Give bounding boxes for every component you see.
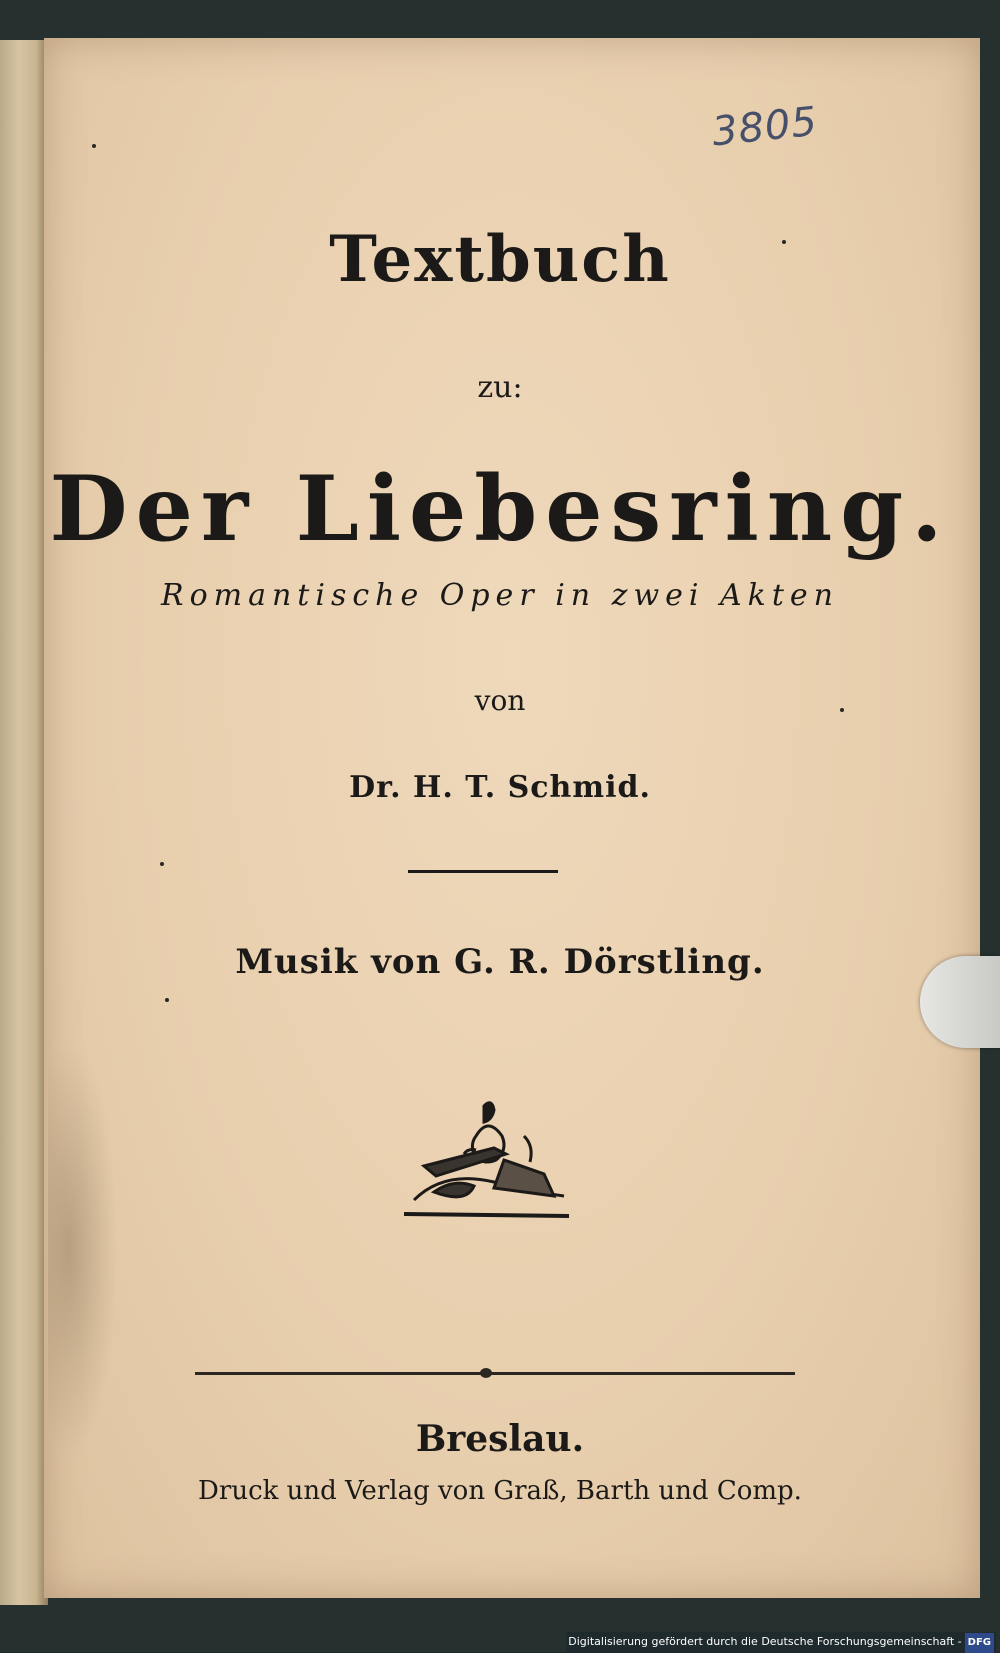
divider-long — [195, 1372, 795, 1375]
water-stain — [48, 1040, 118, 1460]
speck — [165, 998, 169, 1002]
footer-credit-text: Digitalisierung gefördert durch die Deutsche Forschungsgemeinschaft - — [568, 1635, 962, 1648]
divider-short — [408, 870, 558, 873]
speck — [160, 862, 164, 866]
publisher-line: Druck und Verlag von Graß, Barth und Comp. — [198, 1476, 802, 1506]
music-instruments-vignette — [404, 1096, 574, 1232]
author-name: Dr. H. T. Schmid. — [349, 770, 651, 805]
archive-number: 3805 — [709, 98, 820, 156]
speck — [92, 144, 96, 148]
heading-textbuch: Textbuch — [329, 222, 671, 297]
footer-credit — [566, 1632, 996, 1652]
composer-line: Musik von G. R. Dörstling. — [235, 942, 765, 982]
opera-title: Der Liebesring. — [49, 456, 951, 562]
publication-city: Breslau. — [415, 1418, 585, 1460]
heading-zu: zu: — [477, 370, 523, 405]
von-label: von — [474, 684, 526, 717]
dfg-logo: DFG — [965, 1633, 994, 1653]
opera-subtitle: Romantische Oper in zwei Akten — [161, 578, 839, 613]
